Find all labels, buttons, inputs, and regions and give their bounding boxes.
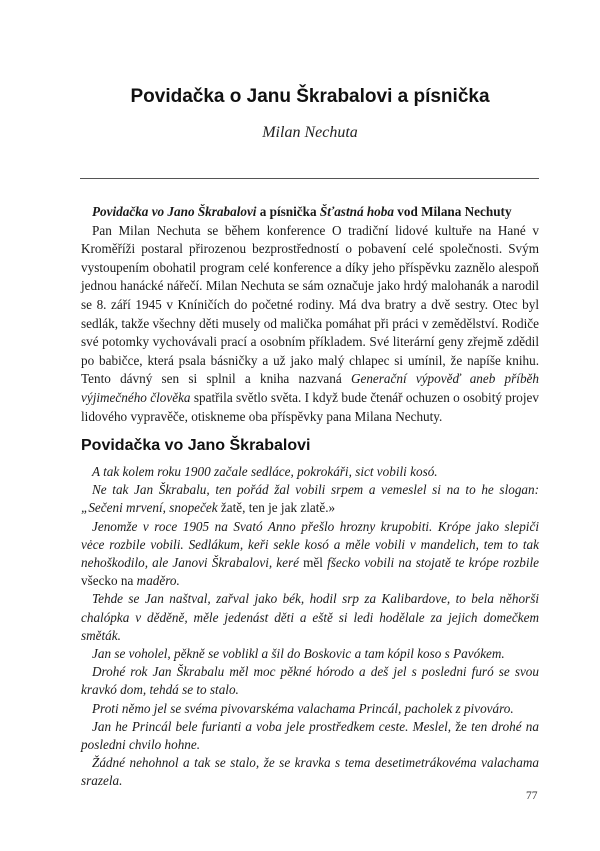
story-paragraph-8: [81, 718, 539, 754]
story-paragraph-1: A tak kolem roku 1900 začale sedláce, pokrokáři, sict vobili kosó.: [92, 464, 438, 479]
lead-title-song: Šťastná hoba: [319, 204, 394, 219]
story-text: maděro.: [136, 573, 180, 589]
intro-paragraph: [81, 222, 539, 427]
intro-lead: [81, 203, 539, 222]
story-text: Jenomže v roce 1905 na Svató Anno přešlo hrozny krupobiti. Krópe jako slepiči vėce rozbile vobili. Sedlákum, keři sekle kosó a měle vobili v mandelich, tem to tak nehoškodilo, ale Janovi Škrabalovi, keré: [81, 518, 539, 571]
story-paragraph-5: Jan se voholel, pěkně se voblikl a šil do Boskovic a tam kópil koso s Pavókem.: [92, 646, 505, 662]
section-heading: Povidačka vo Jano Škrabalovi: [81, 437, 311, 454]
story-paragraph-9: Žádné nehohnol a tak se stalo, že se kravka s tema desetimetrákovéma valachama srazela.: [81, 755, 539, 789]
story-text: měl: [303, 555, 328, 571]
intro-block: [81, 203, 539, 426]
story-text: Jan he Princál bele furianti a voba jele prostředkem ceste. Meslel,: [92, 718, 456, 734]
story-text: fšecko vobili na stojatě te krópe rozbile: [327, 555, 539, 571]
story-paragraph-6: Drohé rok Jan Škrabalu měl moc pěkné hórodo a deš jel s posledni furó se svou kravkó dom, tehdá se to stalo.: [81, 664, 539, 698]
story-text: Ne tak Jan Škrabalu, ten pořád žal vobili srpem a vemeslel si na to he slogan: „Sečeni mrvení, snopeček: [81, 482, 539, 516]
lead-author: vod Milana Nechuty: [393, 204, 512, 219]
story-paragraph-7: Proti němo jel se svéma pivovarskéma valachama Princál, pacholek z pivováro.: [92, 700, 514, 716]
story-text: ten drohé na posledni chvilo hohne.: [81, 718, 539, 753]
article-author: Milan Nechuta: [262, 124, 358, 141]
intro-book-title: Generační výpověď aneb příběh výjimečného člověka: [81, 371, 539, 405]
story-paragraph-3: [81, 518, 539, 591]
lead-conjunction: a písnička: [256, 204, 320, 219]
intro-text-b: spatřila světlo světa. I když bude čtenář ochuzen o osobitý projev lidového vypravěče, otiskneme oba příspěvky pana Milana Nechuty.: [81, 389, 539, 424]
intro-text-a: Pan Milan Nechuta se během konference O tradiční lidové kultuře na Hané v Kroměříži postaral přirozenou bezprostředností o pobavení celé společnosti. Svým vystoupením obohatil program celé konference a díky jeho příspěvku zaznělo alespoň jednou hanácké nářečí. Milan Nechuta se sám označuje jako hrdý malohanák a narodil se 8. září 1945 v Kníničích do početné rodiny. Má dva bratry a dvě sestry. Otec byl sedlák, takže všechny děti musely od malička pomáhat při práci v zemědělství. Rodiče své potomky vychovávali prací a osobním příkladem. Své literární geny zřejmě zdědil po babičce, která psala básničky a už jako malý chlapec si umínil, že napíše knihu. Tento dávný sen si splnil a kniha nazvaná: [81, 222, 539, 387]
story-text: všecko na: [81, 573, 137, 589]
story-paragraph-4: Tehde se Jan naštval, zařval jako bék, hodil srp za Kalibardove, to bela něhorši chalópka v děděně, měle jedenást děti a eště si ledi hodělale za jejich domečkem směták.: [81, 591, 539, 643]
page-number: 77: [526, 790, 538, 802]
story-block: [81, 463, 539, 791]
story-text: žatě, ten je jak zlatě.»: [220, 500, 336, 516]
article-title: Povidačka o Janu Škrabalovi a písnička: [130, 86, 490, 107]
story-paragraph-2: [81, 481, 539, 517]
title-divider: [80, 178, 539, 179]
story-text: že: [455, 718, 472, 734]
lead-title-story: Povidačka vo Jano Škrabalovi: [92, 204, 257, 219]
